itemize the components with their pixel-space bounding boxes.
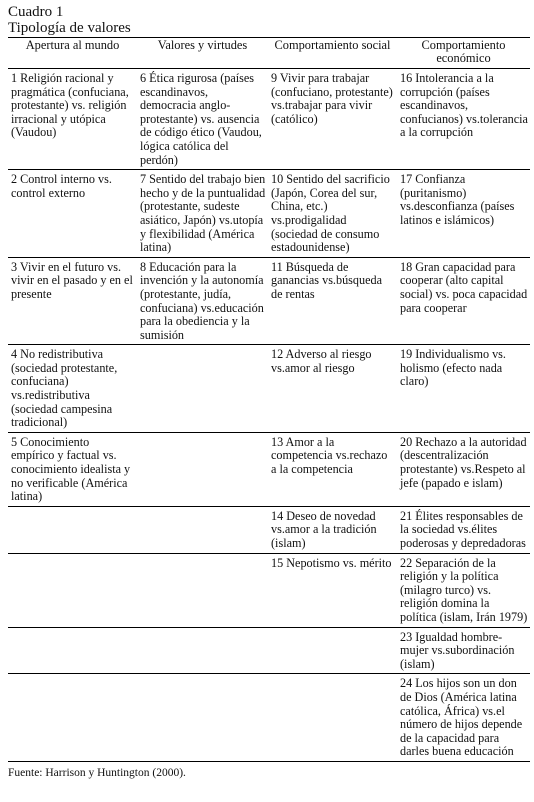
table-cell: 24 Los hijos son un don de Dios (América latina católica, África) vs.el número de hijos depende de la capacidad para darles buena educación bbox=[400, 676, 523, 759]
table-cell: 8 Educación para la invención y la autonomía (protestante, judía, confuciana) vs.educación para la obediencia y la sumisión bbox=[140, 259, 264, 342]
table-cell bbox=[137, 506, 268, 553]
table-cell: 12 Adverso al riesgo vs.amor al riesgo bbox=[271, 347, 372, 375]
table-cell: 20 Rechazo a la autoridad (descentralización protestante) vs.Respeto al jefe (papado e islam) bbox=[400, 434, 527, 490]
table-row bbox=[8, 674, 530, 762]
table-cell bbox=[8, 553, 137, 627]
table-row bbox=[8, 432, 530, 506]
table-header-row bbox=[8, 38, 530, 69]
table-cell: 16 Intolerancia a la corrupción (países escandinavos, confucianos) vs.tolerancia a la corrupción bbox=[400, 71, 528, 140]
table-cell: 22 Separación de la religión y la política (milagro turco) vs. religión domina la política (islam, Irán 1979) bbox=[400, 555, 528, 624]
table-cell: 15 Nepotismo vs. mérito bbox=[271, 555, 392, 570]
table-cell: 4 No redistributiva (sociedad protestante, confuciana) vs.redistributiva (sociedad campesina tradicional) bbox=[11, 347, 118, 430]
table-row bbox=[8, 627, 530, 674]
table-cell: 1 Religión racional y pragmática (confuciana, protestante) vs. religión irracional y utópica (Vaudou) bbox=[11, 71, 129, 140]
table-cell bbox=[268, 627, 397, 674]
table-cell: 10 Sentido del sacrificio (Japón, Corea del sur, China, etc.) vs.prodigalidad (sociedad de consumo estadounidense) bbox=[271, 172, 390, 255]
table-cell: 23 Igualdad hombre-mujer vs.subordinación (islam) bbox=[400, 629, 515, 671]
table-cell bbox=[137, 345, 268, 433]
column-header: Comportamiento económico bbox=[421, 38, 506, 65]
table-row bbox=[8, 553, 530, 627]
table-source-note: Fuente: Harrison y Huntington (2000). bbox=[8, 766, 186, 779]
table-cell: 6 Ética rigurosa (países escandinavos, democracia anglo-protestante) vs. ausencia de código ético (Vaudou, lógica católica del perdón) bbox=[140, 71, 262, 167]
table-caption-label: Cuadro 1 bbox=[8, 4, 64, 20]
column-header: Valores y virtudes bbox=[157, 38, 248, 52]
table-cell: 21 Élites responsables de la sociedad vs.élites poderosas y depredadoras bbox=[400, 508, 526, 550]
table-row bbox=[8, 69, 530, 170]
values-typology-table bbox=[8, 37, 530, 762]
table-cell bbox=[137, 432, 268, 506]
table-cell: 17 Confianza (puritanismo) vs.desconfianza (países latinos e islámicos) bbox=[400, 172, 515, 227]
table-cell bbox=[8, 674, 137, 762]
table-cell bbox=[137, 553, 268, 627]
table-cell: 3 Vivir en el futuro vs. vivir en el pasado y en el presente bbox=[11, 259, 133, 301]
table-caption-title: Tipología de valores bbox=[8, 20, 131, 36]
column-header: Comportamiento social bbox=[274, 38, 391, 52]
document-page bbox=[8, 4, 530, 779]
table-cell bbox=[8, 506, 137, 553]
table-cell: 5 Conocimiento empírico y factual vs. conocimiento idealista y no verificable (América latina) bbox=[11, 434, 131, 504]
table-cell bbox=[8, 627, 137, 674]
table-cell: 19 Individualismo vs. holismo (efecto nada claro) bbox=[400, 347, 506, 389]
table-cell bbox=[137, 627, 268, 674]
table-row bbox=[8, 506, 530, 553]
table-row bbox=[8, 257, 530, 345]
column-header: Apertura al mundo bbox=[25, 38, 120, 52]
table-cell: 2 Control interno vs. control externo bbox=[11, 172, 112, 200]
table-cell: 9 Vivir para trabajar (confuciano, protestante) vs.trabajar para vivir (católico) bbox=[271, 71, 393, 126]
table-row bbox=[8, 170, 530, 258]
table-row bbox=[8, 345, 530, 433]
table-cell bbox=[268, 674, 397, 762]
table-cell bbox=[137, 674, 268, 762]
table-cell: 7 Sentido del trabajo bien hecho y de la puntualidad (protestante, sudeste asiático, Japón) vs.utopía y flexibilidad (América latina) bbox=[140, 172, 266, 255]
table-cell: 13 Amor a la competencia vs.rechazo a la competencia bbox=[271, 434, 388, 477]
table-cell: 18 Gran capacidad para cooperar (alto capital social) vs. poca capacidad para cooperar bbox=[400, 259, 528, 315]
table-cell: 11 Búsqueda de ganancias vs.búsqueda de rentas bbox=[271, 259, 383, 301]
table-cell: 14 Deseo de novedad vs.amor a la tradición (islam) bbox=[271, 508, 377, 550]
